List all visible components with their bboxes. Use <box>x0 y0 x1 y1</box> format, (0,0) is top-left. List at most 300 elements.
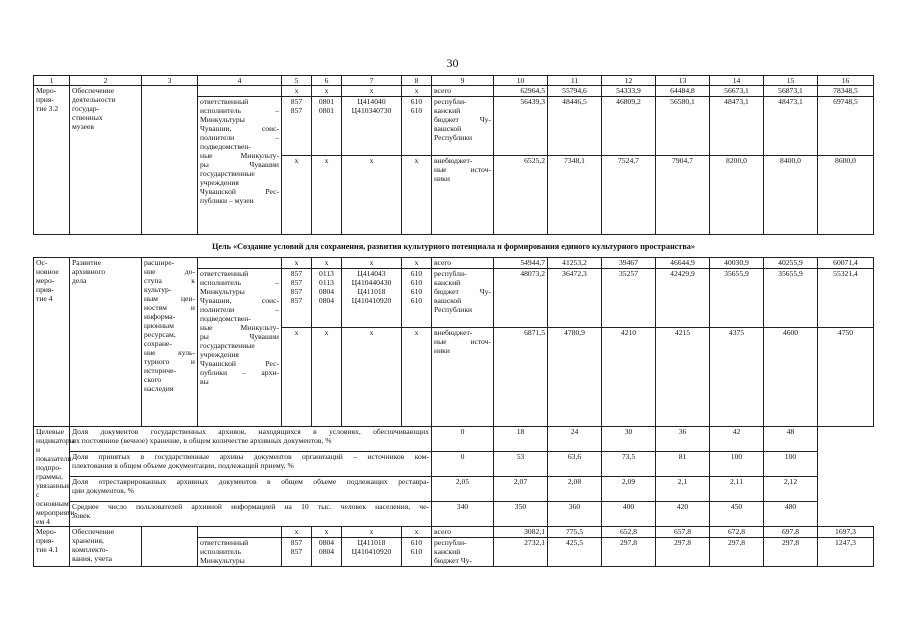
program-table <box>33 75 874 567</box>
om4-purpose-line: ского <box>144 375 162 384</box>
value-cell: 297,8 <box>764 538 818 567</box>
column-number: 6 <box>312 76 342 86</box>
m32-responsible-blank <box>198 86 282 97</box>
om4-purpose-line: ние до- <box>144 267 195 276</box>
om4-responsible-blank <box>198 258 282 269</box>
om4-purpose-line: сохране- <box>144 339 172 348</box>
om4-name-line: новное <box>36 267 59 276</box>
value-cell: 56580,1 <box>656 97 710 156</box>
indicator-value: 480 <box>764 502 818 527</box>
om4-title-line: архивного <box>72 267 106 276</box>
column-number: 2 <box>70 76 142 86</box>
m32-responsible-line: Чувашской Рес- <box>200 187 279 196</box>
value-cell: 297,8 <box>602 538 656 567</box>
csr-cell-line: Ц411018 <box>357 287 386 296</box>
csr-cell-line: Ц410410920 <box>351 547 392 556</box>
indicator-value: 42 <box>710 427 764 452</box>
source-cell-line: республи- <box>434 269 467 278</box>
indicator-value: 48 <box>764 427 818 452</box>
value-cell: 8200,0 <box>710 156 764 235</box>
value-cell: 56439,3 <box>494 97 548 156</box>
indicator-value: 2,09 <box>602 477 656 502</box>
source-cell-line: бюджет Чу- <box>434 115 491 124</box>
csr-cell-line: Ц410410920 <box>351 296 392 305</box>
grbs-cell-line: 857 <box>290 278 303 287</box>
vr-cell-line: 610 <box>410 97 423 106</box>
source-cell-line: бюджет Чу- <box>434 287 491 296</box>
value-cell: 697,8 <box>764 527 818 538</box>
value-cell: 297,8 <box>710 538 764 567</box>
value-cell: 652,8 <box>602 527 656 538</box>
m32-title <box>70 86 142 235</box>
indicator-text <box>70 452 432 477</box>
m32-name-line: прия- <box>36 95 54 104</box>
value-cell: 56873,1 <box>764 86 818 97</box>
table-body <box>34 76 874 567</box>
value-cell: 40255,9 <box>764 258 818 269</box>
m32-responsible-line: Чувашии, соис- <box>200 124 279 133</box>
value-cell: 36472,3 <box>548 269 602 328</box>
om4-purpose-line: турного и <box>144 357 195 366</box>
m32-title-line: Обеспечение <box>72 86 115 95</box>
indicator-label-line: ем 4 <box>36 517 50 526</box>
value-cell: 672,8 <box>710 527 764 538</box>
om4-title-line: дела <box>72 276 87 285</box>
indicator-text <box>70 427 432 452</box>
indicator-text-line: Доля отреставрированных архивных документов в общем объеме подлежащих реставра- <box>72 477 429 486</box>
rzpr-cell-line: 0804 <box>318 538 335 547</box>
goal-row <box>34 235 874 258</box>
m32-title-line: деятельности <box>72 95 116 104</box>
source-cell-line: ники <box>434 346 450 355</box>
csr-cell: x <box>342 258 402 269</box>
source-cell: всего <box>432 86 494 97</box>
source-cell-line: канский <box>434 106 461 115</box>
csr-cell <box>342 269 402 328</box>
om4-purpose-line: культур- <box>144 285 172 294</box>
value-cell: 4780,9 <box>548 328 602 427</box>
m32-responsible-line: ответственный <box>200 97 249 106</box>
value-cell: 54333,9 <box>602 86 656 97</box>
om4-name-line: тие 4 <box>36 294 53 303</box>
value-cell: 48446,5 <box>548 97 602 156</box>
indicator-row <box>34 427 874 452</box>
grbs-cell: x <box>282 328 312 427</box>
source-cell-line: республи- <box>434 97 467 106</box>
value-cell: 35655,9 <box>764 269 818 328</box>
indicator-value: 340 <box>432 502 494 527</box>
indicator-value: 2,12 <box>764 477 818 502</box>
column-number: 16 <box>818 76 874 86</box>
value-cell: 6871,5 <box>494 328 548 427</box>
vr-cell-line: 610 <box>410 296 423 305</box>
om4-responsible-line: Чувашии, соис- <box>200 296 279 305</box>
column-number-row <box>34 76 874 86</box>
value-cell: 4375 <box>710 328 764 427</box>
m32-responsible-line: ры Чувашии <box>200 160 279 169</box>
indicator-text <box>70 477 432 502</box>
indicator-value: 100 <box>764 452 818 477</box>
grbs-cell-line: 857 <box>290 547 303 556</box>
om4-responsible-line: Минкультуры <box>200 287 245 296</box>
csr-cell: x <box>342 527 402 538</box>
m41-title-line: Обеспечение <box>72 527 115 536</box>
m41-responsible-line: ответственный <box>200 538 249 547</box>
csr-cell-line: Ц414043 <box>357 269 386 278</box>
indicator-value: 2,08 <box>548 477 602 502</box>
vr-cell: x <box>402 156 432 235</box>
source-cell-line: вашской <box>434 124 462 133</box>
source-cell <box>432 97 494 156</box>
vr-cell: x <box>402 258 432 269</box>
om4-responsible-line: исполнитель – <box>200 278 279 287</box>
source-cell <box>432 328 494 427</box>
value-cell: 62964,5 <box>494 86 548 97</box>
om4-purpose-line: историче- <box>144 366 177 375</box>
m41-name <box>34 527 70 567</box>
csr-cell-line: Ц414040 <box>357 97 386 106</box>
m32-responsible-line: полнители – <box>200 133 279 142</box>
source-cell-line: канский <box>434 547 461 556</box>
indicator-row <box>34 502 874 527</box>
rzpr-cell-line: 0804 <box>318 296 335 305</box>
page-number: 30 <box>446 56 459 70</box>
rzpr-cell: x <box>312 156 342 235</box>
grbs-cell-line: 857 <box>290 296 303 305</box>
vr-cell <box>402 269 432 328</box>
om4-purpose-line: ресурсам, <box>144 330 176 339</box>
column-number: 12 <box>602 76 656 86</box>
m41-title-line: хранения, <box>72 536 104 545</box>
source-cell: всего <box>432 258 494 269</box>
om4-purpose-line: наследия <box>144 384 174 393</box>
indicator-label-line: основным мероприяти- <box>36 499 78 517</box>
value-cell: 4210 <box>602 328 656 427</box>
indicator-text-line: их постоянное (вечное) хранение, в общем количестве архивных документов, % <box>72 436 332 445</box>
grbs-cell-line: 857 <box>290 287 303 296</box>
m32-responsible-line: исполнитель – <box>200 106 279 115</box>
om4-row <box>34 258 874 269</box>
om4-purpose-line: информа- <box>144 312 176 321</box>
goal-text: Цель «Создание условий для сохранения, развития культурного потенциала и формирования единого культурного пространства» <box>34 235 874 258</box>
indicator-value: 360 <box>548 502 602 527</box>
rzpr-cell: x <box>312 527 342 538</box>
grbs-cell <box>282 538 312 567</box>
column-number: 3 <box>142 76 198 86</box>
value-cell: 54944,7 <box>494 258 548 269</box>
column-number: 5 <box>282 76 312 86</box>
value-cell: 35257 <box>602 269 656 328</box>
value-cell: 60071,4 <box>818 258 874 269</box>
csr-cell: x <box>342 156 402 235</box>
source-cell-line: бюджет Чу- <box>434 556 473 565</box>
grbs-cell: x <box>282 86 312 97</box>
source-cell-line: ные источ- <box>434 165 491 174</box>
value-cell: 56673,1 <box>710 86 764 97</box>
source-cell-line: республи- <box>434 538 467 547</box>
value-cell: 55321,4 <box>818 269 874 328</box>
rzpr-cell-line: 0113 <box>319 278 334 287</box>
source-cell <box>432 538 494 567</box>
grbs-cell: x <box>282 527 312 538</box>
indicator-value: 53 <box>494 452 548 477</box>
indicator-value: 2,1 <box>656 477 710 502</box>
m32-title-line: государ- <box>72 104 100 113</box>
om4-responsible-line: ответственный <box>200 269 249 278</box>
indicator-label <box>34 427 78 527</box>
m32-purpose <box>142 86 198 235</box>
grbs-cell: x <box>282 258 312 269</box>
indicator-value: 73,5 <box>602 452 656 477</box>
indicator-value: 18 <box>494 427 548 452</box>
indicator-value: 36 <box>656 427 710 452</box>
csr-cell-line: Ц410440430 <box>351 278 392 287</box>
indicator-text-line: Доля принятых в государственные архивы документов организаций – источников ком- <box>72 452 429 461</box>
rzpr-cell-line: 0801 <box>318 106 335 115</box>
value-cell: 55794,6 <box>548 86 602 97</box>
grbs-cell-line: 857 <box>290 538 303 547</box>
vr-cell: x <box>402 527 432 538</box>
source-cell-line: внебюджет- <box>434 156 473 165</box>
value-cell: 78348,5 <box>818 86 874 97</box>
source-cell-line: канский <box>434 278 461 287</box>
m41-title <box>70 527 142 567</box>
rzpr-cell-line: 0113 <box>319 269 334 278</box>
indicator-value: 450 <box>710 502 764 527</box>
om4-responsible-line: государственные <box>200 341 255 350</box>
indicator-text-line: Среднее число пользователей архивной информацией на 10 тыс. человек населения, че- <box>72 502 429 511</box>
om4-responsible-line: ры Чувашии <box>200 332 279 341</box>
rzpr-cell <box>312 538 342 567</box>
grbs-cell: x <box>282 156 312 235</box>
column-number: 10 <box>494 76 548 86</box>
value-cell: 46809,2 <box>602 97 656 156</box>
column-number: 14 <box>710 76 764 86</box>
indicator-value: 30 <box>602 427 656 452</box>
source-cell <box>432 269 494 328</box>
m41-purpose <box>142 527 198 567</box>
m32-responsible-line: подведомствен- <box>200 142 251 151</box>
value-cell: 39467 <box>602 258 656 269</box>
om4-purpose-line: расшире- <box>144 258 175 267</box>
indicator-text-line: Доля документов государственных архивов, находящихся в условиях, обеспечивающих <box>72 427 429 436</box>
value-cell: 48473,1 <box>710 97 764 156</box>
om4-purpose-line: ностям и <box>144 303 195 312</box>
csr-cell: x <box>342 328 402 427</box>
m41-title-line: комплекто- <box>72 545 109 554</box>
om4-responsible <box>198 269 282 427</box>
m32-name <box>34 86 70 235</box>
indicator-text <box>70 502 432 527</box>
om4-title <box>70 258 142 427</box>
om4-title-line: Развитие <box>72 258 101 267</box>
value-cell: 64484,8 <box>656 86 710 97</box>
value-cell: 46644,9 <box>656 258 710 269</box>
value-cell: 7524,7 <box>602 156 656 235</box>
indicator-row <box>34 477 874 502</box>
vr-cell-line: 610 <box>410 269 423 278</box>
vr-cell-line: 610 <box>410 547 423 556</box>
om4-name-line: прия- <box>36 285 54 294</box>
rzpr-cell <box>312 269 342 328</box>
source-cell-line: ники <box>434 174 450 183</box>
m32-responsible-line: ные Минкульту- <box>200 151 279 160</box>
grbs-cell-line: 857 <box>290 106 303 115</box>
csr-cell-line: Ц411018 <box>357 538 386 547</box>
value-cell: 1247,3 <box>818 538 874 567</box>
m32-responsible <box>198 97 282 235</box>
value-cell: 42429,9 <box>656 269 710 328</box>
column-number: 8 <box>402 76 432 86</box>
vr-cell-line: 610 <box>410 538 423 547</box>
m32-responsible-line: государственные <box>200 169 255 178</box>
m41-title-line: вания, учета <box>72 554 113 563</box>
indicator-label-line: граммы, увязанные с <box>36 472 70 499</box>
value-cell: 40030,9 <box>710 258 764 269</box>
grbs-cell <box>282 269 312 328</box>
source-cell-line: внебюджет- <box>434 328 473 337</box>
rzpr-cell <box>312 97 342 156</box>
indicator-value: 2,07 <box>494 477 548 502</box>
indicator-value: 81 <box>656 452 710 477</box>
vr-cell: x <box>402 328 432 427</box>
column-number: 9 <box>432 76 494 86</box>
value-cell: 775,5 <box>548 527 602 538</box>
om4-responsible-line: Чувашской Рес- <box>200 359 279 368</box>
value-cell: 6525,2 <box>494 156 548 235</box>
indicator-value: 2,11 <box>710 477 764 502</box>
csr-cell <box>342 97 402 156</box>
om4-name-line: Ос- <box>36 258 48 267</box>
csr-cell-line: Ц410340730 <box>351 106 392 115</box>
m32-responsible-line: публики – музеи <box>200 196 254 205</box>
om4-purpose-line: ционным <box>144 321 174 330</box>
rzpr-cell-line: 0801 <box>318 97 335 106</box>
m41-responsible <box>198 538 282 567</box>
vr-cell-line: 610 <box>410 106 423 115</box>
om4-responsible-line: подведомствен- <box>200 314 251 323</box>
m41-row <box>34 527 874 538</box>
om4-responsible-line: публики – архи- <box>200 368 279 377</box>
value-cell: 1697,3 <box>818 527 874 538</box>
om4-purpose-line: ние куль- <box>144 348 195 357</box>
grbs-cell-line: 857 <box>290 97 303 106</box>
rzpr-cell: x <box>312 328 342 427</box>
value-cell: 8400,0 <box>764 156 818 235</box>
column-number: 11 <box>548 76 602 86</box>
value-cell: 3082,1 <box>494 527 548 538</box>
indicator-label-line: Целевые индикаторы и <box>36 427 75 454</box>
vr-cell-line: 610 <box>410 278 423 287</box>
m32-name-line: Меро- <box>36 86 57 95</box>
m32-responsible-line: Минкультуры <box>200 115 245 124</box>
value-cell: 657,8 <box>656 527 710 538</box>
m32-title-line: музеев <box>72 122 94 131</box>
source-cell-line: Республики <box>434 133 473 142</box>
rzpr-cell: x <box>312 86 342 97</box>
vr-cell <box>402 538 432 567</box>
source-cell-line: ные источ- <box>434 337 491 346</box>
indicator-value: 100 <box>710 452 764 477</box>
value-cell: 297,8 <box>656 538 710 567</box>
rzpr-cell: x <box>312 258 342 269</box>
indicator-value: 350 <box>494 502 548 527</box>
indicator-value: 420 <box>656 502 710 527</box>
om4-responsible-line: ные Минкульту- <box>200 323 279 332</box>
vr-cell-line: 610 <box>410 287 423 296</box>
om4-name-line: меро- <box>36 276 55 285</box>
m41-responsible-line: исполнитель <box>200 547 242 556</box>
indicator-value: 0 <box>432 427 494 452</box>
indicator-row <box>34 452 874 477</box>
m41-name-line: Меро- <box>36 527 57 536</box>
m32-responsible-line: учреждения <box>200 178 239 187</box>
source-cell-line: Республики <box>434 305 473 314</box>
indicator-text-line: ловек <box>72 511 91 520</box>
om4-purpose <box>142 258 198 427</box>
rzpr-cell-line: 0804 <box>318 287 335 296</box>
om4-responsible-line: учреждения <box>200 350 239 359</box>
indicator-text-line: плектования в общем объеме документации, подлежащей приему, % <box>72 461 294 470</box>
grbs-cell-line: 857 <box>290 269 303 278</box>
value-cell: 425,5 <box>548 538 602 567</box>
value-cell: 41253,2 <box>548 258 602 269</box>
source-cell-line: вашской <box>434 296 462 305</box>
value-cell: 35655,9 <box>710 269 764 328</box>
grbs-cell <box>282 97 312 156</box>
m41-responsible-blank <box>198 527 282 538</box>
value-cell: 4215 <box>656 328 710 427</box>
value-cell: 2732,1 <box>494 538 548 567</box>
indicator-label-line: показатели подпро- <box>36 454 72 472</box>
om4-name <box>34 258 70 427</box>
rzpr-cell-line: 0804 <box>318 547 335 556</box>
vr-cell <box>402 97 432 156</box>
source-cell: всего <box>432 527 494 538</box>
om4-purpose-line: ным цен- <box>144 294 195 303</box>
column-number: 15 <box>764 76 818 86</box>
value-cell: 69748,5 <box>818 97 874 156</box>
m32-title-line: ственных <box>72 113 103 122</box>
value-cell: 8600,0 <box>818 156 874 235</box>
column-number: 4 <box>198 76 282 86</box>
om4-responsible-line: полнители – <box>200 305 279 314</box>
value-cell: 7348,1 <box>548 156 602 235</box>
indicator-text-line: ции документов, % <box>72 486 134 495</box>
value-cell: 48073,2 <box>494 269 548 328</box>
om4-responsible-line: вы <box>200 377 209 386</box>
column-number: 13 <box>656 76 710 86</box>
indicator-value: 24 <box>548 427 602 452</box>
column-number: 1 <box>34 76 70 86</box>
csr-cell: x <box>342 86 402 97</box>
source-cell <box>432 156 494 235</box>
m32-name-line: тие 3.2 <box>36 104 59 113</box>
indicator-value: 400 <box>602 502 656 527</box>
csr-cell <box>342 538 402 567</box>
m41-responsible-line: Минкультуры <box>200 556 245 565</box>
value-cell: 4750 <box>818 328 874 427</box>
vr-cell: x <box>402 86 432 97</box>
om4-purpose-line: ступа к <box>144 276 195 285</box>
column-number: 7 <box>342 76 402 86</box>
value-cell: 4600 <box>764 328 818 427</box>
value-cell: 48473,1 <box>764 97 818 156</box>
m41-name-line: прия- <box>36 536 54 545</box>
value-cell: 7904,7 <box>656 156 710 235</box>
m41-name-line: тие 4.1 <box>36 545 59 554</box>
indicator-value: 63,6 <box>548 452 602 477</box>
